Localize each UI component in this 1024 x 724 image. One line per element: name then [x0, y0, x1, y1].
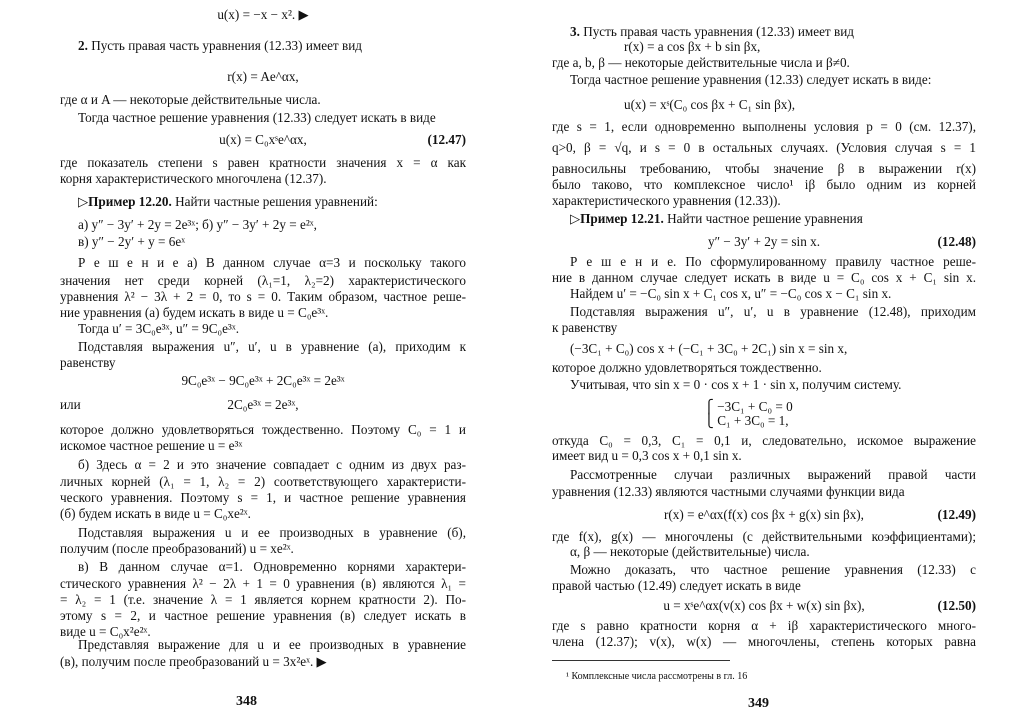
- line-text: u = xˢe^αx(v(x) cos βx + w(x) sin βx),: [663, 598, 865, 613]
- line-text: которое должно удовлетворяться тождественно.: [552, 360, 822, 375]
- text-line: [60, 559, 466, 575]
- text-line: [60, 38, 466, 54]
- line-text: характеристического уравнения (12.33)).: [552, 193, 781, 208]
- text-line: [60, 654, 466, 670]
- bold-label: ▷Пример 12.21.: [570, 211, 664, 226]
- line-text: 2C₀e³ˣ = 2e³ˣ,: [227, 397, 299, 412]
- text-line: [60, 490, 466, 506]
- text-line: [552, 24, 976, 40]
- text-line: [60, 592, 466, 608]
- text-line: [552, 529, 976, 545]
- line-text: 9C₀e³ˣ − 9C₀e³ˣ + 2C₀e³ˣ = 2e³ˣ: [181, 373, 345, 388]
- line-text: Пусть правая часть уравнения (12.33) имеет вид: [579, 24, 854, 39]
- line-text: Учитывая, что sin x = 0 · cos x + 1 · sin x, получим систему.: [570, 377, 902, 392]
- text-line: [60, 217, 466, 233]
- line-text: = λ₂ = 1 (т.е. значение λ = 1 является корнем кратности 2). По-: [60, 592, 466, 607]
- text-line: [60, 422, 466, 438]
- text-line: [60, 608, 466, 624]
- equation-line: [60, 132, 466, 148]
- line-text: Тогда частное решение уравнения (12.33) следует искать в виде: [78, 110, 436, 125]
- page-number: 349: [748, 696, 769, 711]
- equation-number: (12.47): [427, 132, 466, 147]
- line-text: равенству: [60, 355, 116, 370]
- text-line: [552, 254, 976, 270]
- text-line: [60, 541, 466, 557]
- line-text: α, β — некоторые (действительные) числа.: [570, 544, 810, 559]
- line-text: значения нет среди корней (λ₁=1, λ₂=2) характеристического: [60, 273, 466, 288]
- text-line: [552, 270, 976, 286]
- equation-number: (12.48): [937, 234, 976, 249]
- text-line: [552, 578, 976, 594]
- text-line: [552, 634, 976, 650]
- text-line: [60, 255, 466, 271]
- line-text: к равенству: [552, 320, 618, 335]
- line-text: Найти частное решение уравнения: [663, 211, 863, 226]
- left-page: [60, 0, 466, 724]
- line-text: r(x) = e^αx(f(x) cos βx + g(x) sin βx),: [664, 507, 864, 522]
- line-text: (−3C₁ + C₀) cos x + (−C₁ + 3C₀ + 2C₁) sin x = sin x,: [570, 341, 848, 356]
- line-text: Подставляя выражения u″, u′, u в уравнение (а), приходим к: [78, 339, 466, 354]
- text-line: [60, 289, 466, 305]
- line-text: искомое частное решение u = e³ˣ: [60, 438, 243, 453]
- text-line: [60, 305, 466, 321]
- line-text: в) В данном случае α=1. Одновременно корнями характери-: [78, 559, 466, 574]
- text-line: [60, 321, 466, 337]
- line-text: откуда C₀ = 0,3, C₁ = 0,1 и, следовательно, искомое выражение: [552, 433, 976, 448]
- line-text: уравнения λ² − 3λ + 2 = 0, то s = 0. Таким образом, частное реше-: [60, 289, 466, 304]
- line-text: равносильны требованию, чтобы значение β в выражении r(x): [552, 161, 976, 176]
- text-line: [552, 413, 976, 429]
- line-text: u(x) = C₀xˢe^αx,: [219, 132, 307, 147]
- text-line: [552, 360, 976, 376]
- line-text: Подставляя выражения u″, u′, u в уравнение (12.48), приходим: [570, 304, 976, 319]
- text-line: [552, 211, 976, 227]
- line-text: этому s = 2, и частное решение уравнения (в) следует искать в: [60, 608, 466, 623]
- text-line: [60, 506, 466, 522]
- text-line: [60, 273, 466, 289]
- text-line: [552, 304, 976, 320]
- line-text: Подставляя выражения u и ее производных в уравнение (б),: [78, 525, 466, 540]
- text-line: [552, 161, 976, 177]
- line-text: где s равно кратности корня α + iβ характеристического много-: [552, 618, 976, 633]
- right-page: [552, 0, 976, 724]
- line-text: ⎩ C₁ + 3C₀ = 1,: [704, 413, 789, 428]
- equation-line: [552, 234, 976, 250]
- text-line: [552, 562, 976, 578]
- text-line: [60, 7, 466, 23]
- text-line: [60, 438, 466, 454]
- line-text: было таково, что комплексное число¹ iβ было одним из корней: [552, 177, 976, 192]
- text-line: [60, 457, 466, 473]
- line-text: Рассмотренные случаи различных выражений правой части: [570, 467, 976, 482]
- bold-label: ▷Пример 12.20.: [78, 194, 172, 209]
- text-line: [552, 119, 976, 135]
- text-line: [552, 544, 976, 560]
- text-line: [552, 320, 976, 336]
- line-text: y″ − 3y′ + 2y = sin x.: [707, 234, 821, 249]
- line-text: где s = 1, если одновременно выполнены условия p = 0 (см. 12.37),: [552, 119, 976, 134]
- line-text: ческого уравнения. Поэтому s = 1, и частное решение уравнения: [60, 490, 466, 505]
- text-line: [552, 286, 976, 302]
- equation-line: [552, 598, 976, 614]
- line-text: (б) будем искать в виде u = C₀xe²ˣ.: [60, 506, 251, 521]
- text-line: [552, 193, 976, 209]
- text-line: [60, 234, 466, 250]
- line-text: r(x) = a cos βx + b sin βx,: [624, 39, 761, 54]
- line-text: Тогда частное решение уравнения (12.33) следует искать в виде:: [570, 72, 932, 87]
- text-line: [60, 110, 466, 126]
- text-line: [60, 474, 466, 490]
- line-text: члена (12.37); v(x), w(x) — многочлены, степень которых равна: [552, 634, 976, 649]
- line-text: виде u = C₀x²e²ˣ.: [60, 624, 151, 639]
- line-text: стического уравнения λ² − 2λ + 1 = 0 уравнения (в) являются λ₁ =: [60, 576, 466, 591]
- line-text: а) y″ − 3y′ + 2y = 2e³ˣ; б) y″ − 3y′ + 2y = e²ˣ,: [78, 217, 317, 232]
- line-text: Найти частные решения уравнений:: [171, 194, 378, 209]
- text-line: [60, 194, 466, 210]
- line-text: Р е ш е н и е. По сформулированному правилу частное реше-: [570, 254, 976, 269]
- line-text: Найдем u′ = −C₀ sin x + C₁ cos x, u″ = −C₀ cos x − C₁ sin x.: [570, 286, 892, 301]
- line-text: Можно доказать, что частное решение уравнения (12.33) с: [570, 562, 976, 577]
- equation-number: (12.49): [937, 507, 976, 522]
- text-line: [60, 339, 466, 355]
- line-text: ⎧ −3C₁ + C₀ = 0: [704, 399, 793, 414]
- line-text: q>0, β = √q, и s = 0 в остальных случаях. (Условия случая s = 1: [552, 140, 976, 155]
- line-text: u(x) = −x − x². ▶: [217, 7, 309, 22]
- line-text: где f(x), g(x) — многочлены (с действительными коэффициентами);: [552, 529, 976, 544]
- line-text: (в), получим после преобразований u = 3x²eˣ. ▶: [60, 654, 327, 669]
- line-text: которое должно удовлетворяться тождественно. Поэтому C₀ = 1 и: [60, 422, 466, 437]
- line-text: или: [60, 397, 81, 412]
- text-line: [60, 171, 466, 187]
- text-line: [552, 39, 976, 55]
- line-text: Представляя выражение для u и ее производных в уравнение: [78, 637, 466, 652]
- line-text: Тогда u′ = 3C₀e³ˣ, u″ = 9C₀e³ˣ.: [78, 321, 239, 336]
- line-text: корня характеристического многочлена (12.37).: [60, 171, 327, 186]
- text-line: [60, 397, 466, 413]
- text-line: [60, 92, 466, 108]
- line-text: где α и A — некоторые действительные числа.: [60, 92, 321, 107]
- line-text: где показатель степени s равен кратности значения x = α как: [60, 155, 466, 170]
- line-text: в) y″ − 2y′ + y = 6eˣ: [78, 234, 186, 249]
- line-text: имеет вид u = 0,3 cos x + 0,1 sin x.: [552, 448, 742, 463]
- bold-label: 3.: [570, 24, 580, 39]
- bold-label: 2.: [78, 38, 88, 53]
- text-line: [552, 97, 976, 113]
- footnote: ¹ Комплексные числа рассмотрены в гл. 16: [566, 671, 748, 682]
- text-line: [552, 177, 976, 193]
- footnote-rule: [552, 660, 730, 661]
- line-text: ние уравнения (а) будем искать в виде u = C₀e³ˣ.: [60, 305, 329, 320]
- line-text: правой частью (12.49) следует искать в виде: [552, 578, 801, 593]
- equation-line: [552, 507, 976, 523]
- text-line: [60, 525, 466, 541]
- text-line: [60, 637, 466, 653]
- line-text: Пусть правая часть уравнения (12.33) имеет вид: [87, 38, 362, 53]
- line-text: где a, b, β — некоторые действительные числа и β≠0.: [552, 55, 850, 70]
- text-line: [60, 355, 466, 371]
- line-text: личных корней (λ₁ = 1, λ₂ = 2) соответствующего характеристи-: [60, 474, 466, 489]
- text-line: [552, 55, 976, 71]
- text-line: [552, 433, 976, 449]
- text-line: [60, 576, 466, 592]
- text-line: [60, 155, 466, 171]
- line-text: Р е ш е н и е а) В данном случае α=3 и поскольку такого: [78, 255, 466, 270]
- line-text: ние в данном случае следует искать в виде u = C₀ cos x + C₁ sin x.: [552, 270, 976, 285]
- text-line: [60, 373, 466, 389]
- text-line: [60, 69, 466, 85]
- line-text: уравнения (12.33) являются частными случаями функции вида: [552, 484, 905, 499]
- text-line: [552, 341, 976, 357]
- text-line: [552, 484, 976, 500]
- line-text: б) Здесь α = 2 и это значение совпадает с одним из двух раз-: [78, 457, 466, 472]
- text-line: [552, 72, 976, 88]
- text-line: [552, 377, 976, 393]
- line-text: r(x) = Ae^αx,: [227, 69, 299, 84]
- page-gutter: [508, 0, 509, 724]
- text-line: [552, 467, 976, 483]
- page-number: 348: [236, 694, 257, 709]
- line-text: получим (после преобразований) u = xe²ˣ.: [60, 541, 294, 556]
- text-line: [552, 140, 976, 156]
- text-line: [552, 618, 976, 634]
- text-line: [552, 448, 976, 464]
- line-text: u(x) = xˢ(C₀ cos βx + C₁ sin βx),: [624, 97, 796, 112]
- equation-number: (12.50): [937, 598, 976, 613]
